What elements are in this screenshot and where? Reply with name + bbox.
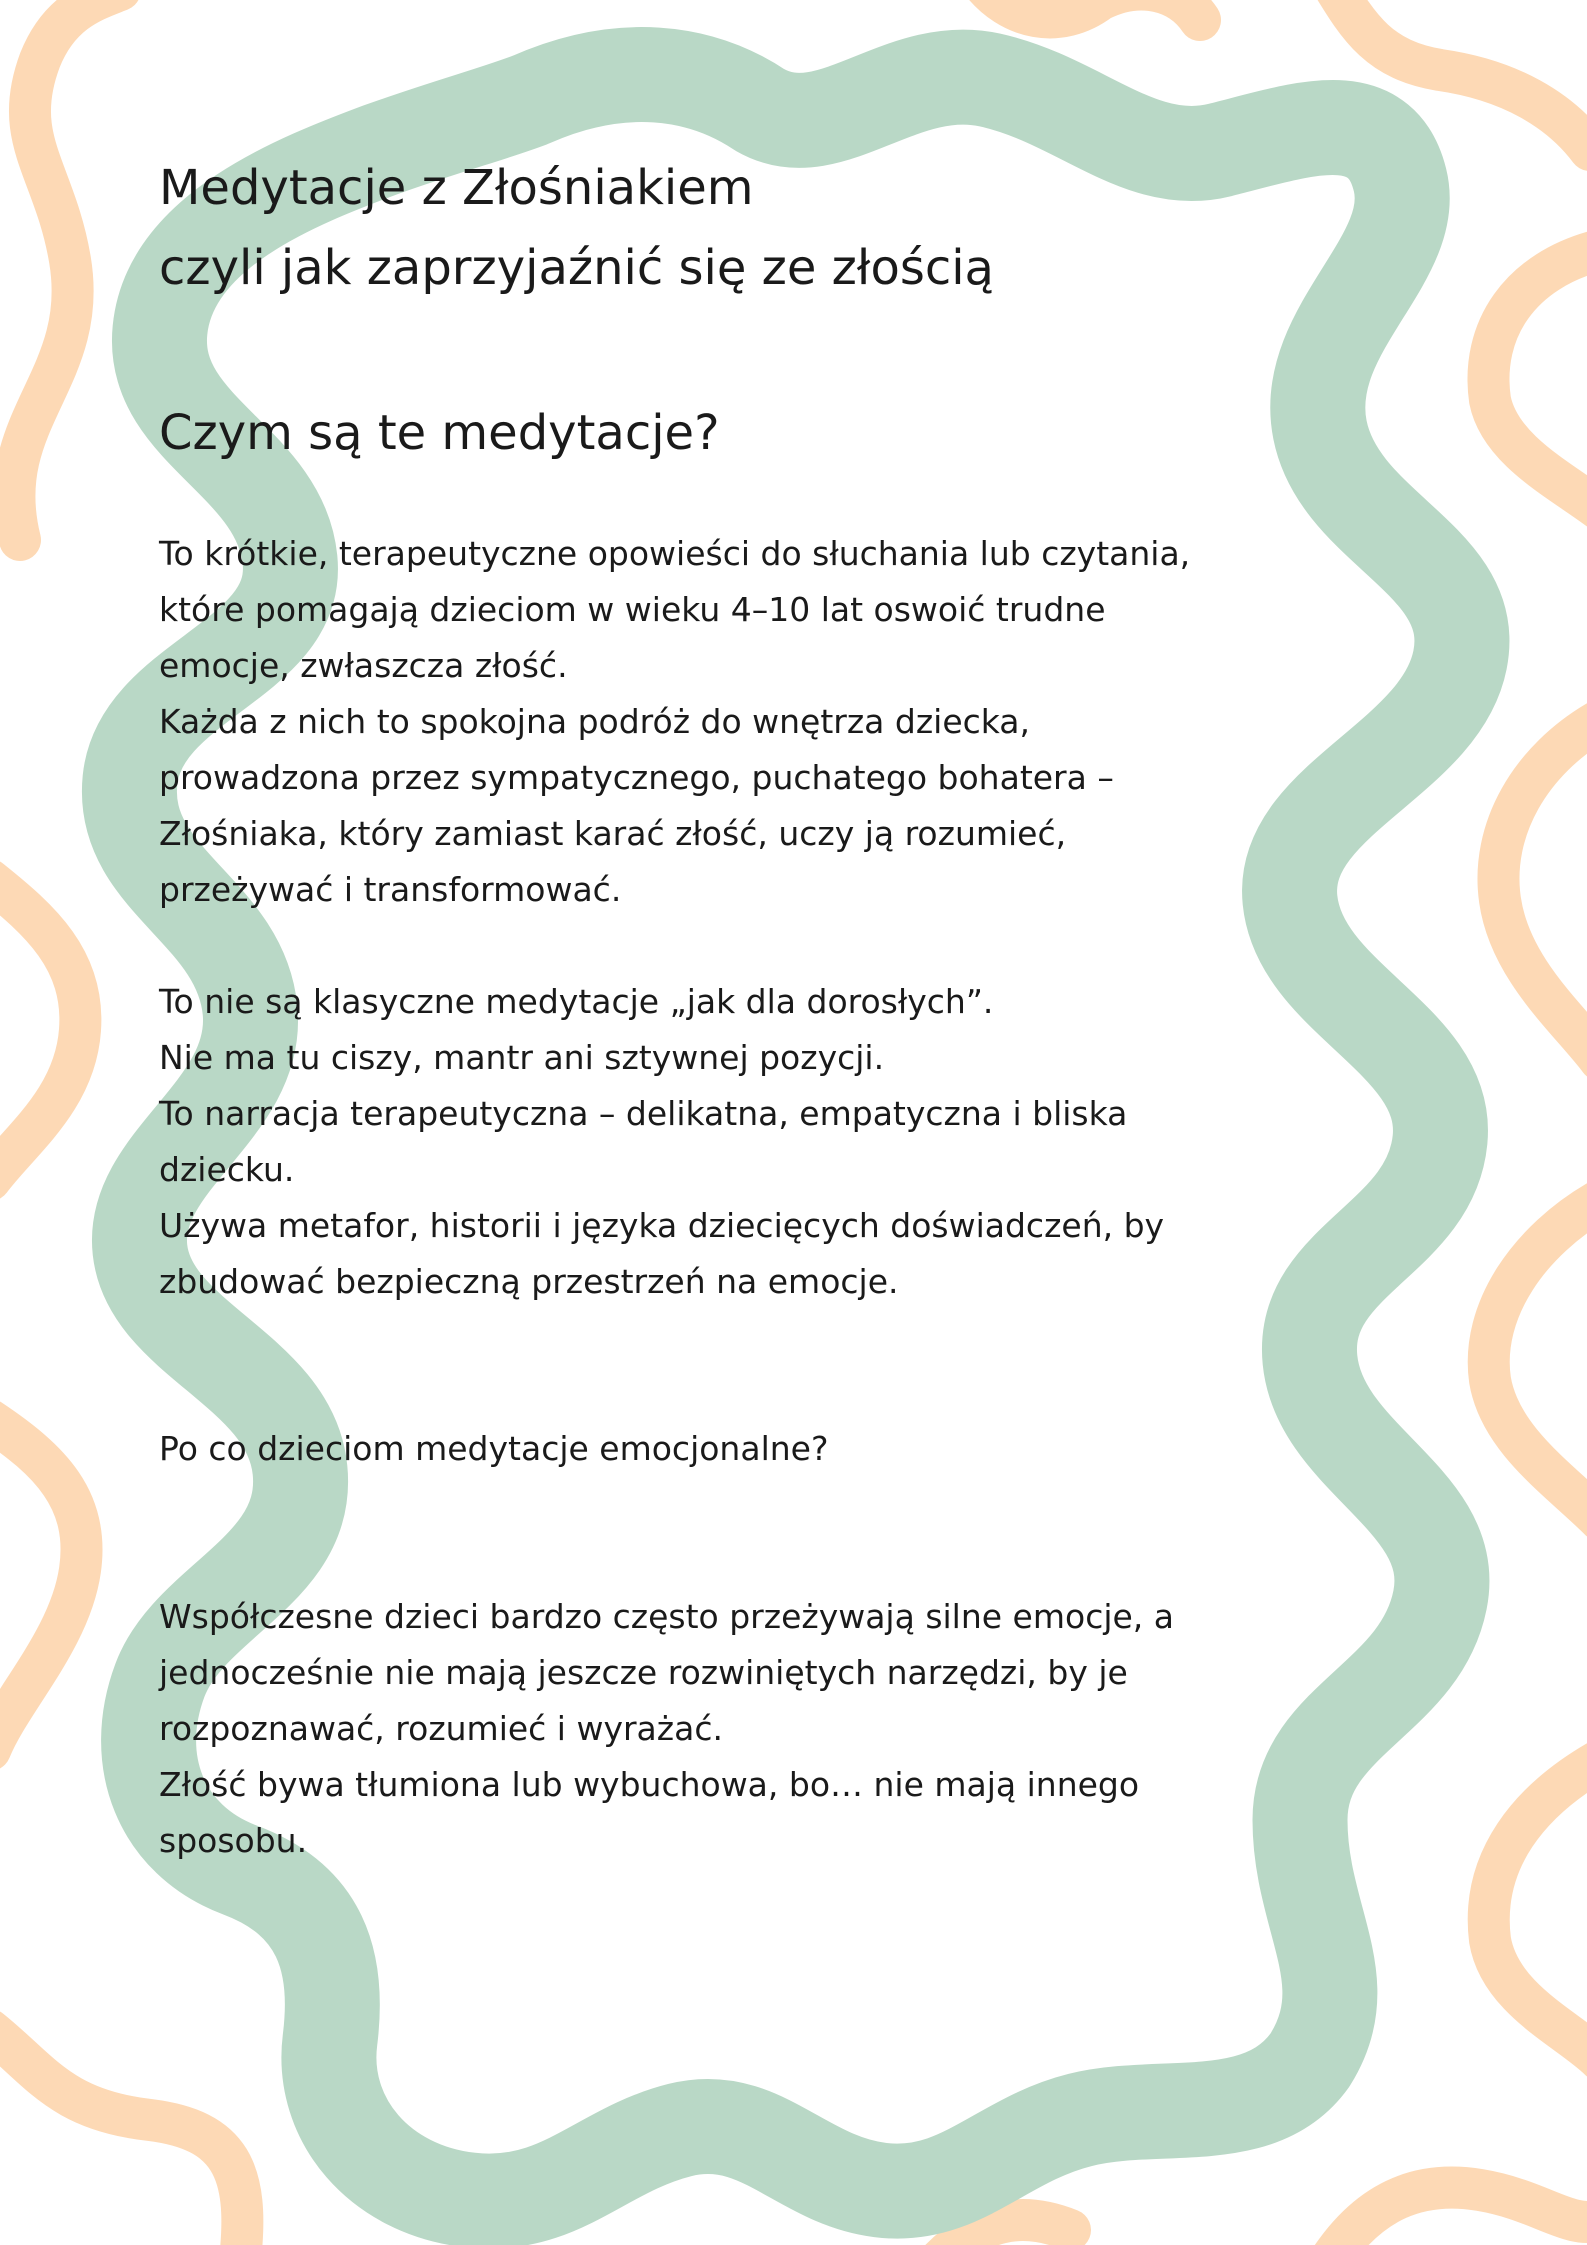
paragraph-2-line: To nie są klasyczne medytacje „jak dla dorosłych”.	[159, 982, 994, 1021]
paragraph-1-line: To krótkie, terapeutyczne opowieści do słuchania lub czytania,	[159, 534, 1191, 573]
orange-wave-bottom-left	[0, 2030, 242, 2245]
orange-wave-top-mid	[980, 0, 1200, 20]
orange-wave-right-1	[1488, 250, 1587, 510]
paragraph-3-line: Współczesne dzieci bardzo często przeżywają silne emocje, a	[159, 1597, 1175, 1636]
paragraph-1-line: emocje, zwłaszcza złość.	[159, 646, 568, 685]
paragraph-3-line: rozpoznawać, rozumieć i wyrażać.	[159, 1709, 723, 1748]
document-title	[159, 148, 1419, 308]
paragraph-1-line: Każda z nich to spokojna podróż do wnętrza dziecka,	[159, 702, 1031, 741]
section-heading: Czym są te medytacje?	[159, 405, 720, 461]
orange-wave-bottom-right	[1330, 2188, 1587, 2245]
orange-wave-right-3	[1489, 1200, 1587, 1520]
paragraph-2	[159, 974, 1164, 1310]
paragraph-3	[159, 1589, 1174, 1869]
paragraph-1-line: które pomagają dzieciom w wieku 4–10 lat oswoić trudne	[159, 590, 1106, 629]
orange-wave-left-2	[0, 1420, 82, 1750]
paragraph-1-line: prowadzona przez sympatycznego, puchatego bohatera –	[159, 758, 1114, 797]
paragraph-3-line: Złość bywa tłumiona lub wybuchowa, bo… nie mają innego	[159, 1765, 1140, 1804]
document-content	[159, 148, 1419, 1860]
paragraph-2-line: To narracja terapeutyczna – delikatna, empatyczna i bliska	[159, 1094, 1128, 1133]
paragraph-2-line: Używa metafor, historii i języka dziecięcych doświadczeń, by	[159, 1206, 1165, 1245]
orange-wave-right-2	[1498, 720, 1587, 1060]
orange-wave-left-1	[0, 880, 80, 1180]
title-line-1: Medytacje z Złośniakiem	[159, 160, 754, 216]
paragraph-2-line: Nie ma tu ciszy, mantr ani sztywnej pozycji.	[159, 1038, 885, 1077]
paragraph-3-line: jednocześnie nie mają jeszcze rozwiniętych narzędzi, by je	[159, 1653, 1128, 1692]
question-heading: Po co dzieciom medytacje emocjonalne?	[159, 1429, 829, 1468]
paragraph-1	[159, 526, 1190, 918]
paragraph-3-line: sposobu.	[159, 1821, 308, 1860]
orange-wave-right-4	[1489, 1760, 1587, 2060]
title-line-2: czyli jak zaprzyjaźnić się ze złością	[159, 240, 994, 296]
orange-wave-top-left	[14, 0, 120, 540]
paragraph-1-line: przeżywać i transformować.	[159, 870, 622, 909]
paragraph-2-line: dziecku.	[159, 1150, 295, 1189]
paragraph-2-line: zbudować bezpieczną przestrzeń na emocje.	[159, 1262, 899, 1301]
paragraph-1-line: Złośniaka, który zamiast karać złość, uczy ją rozumieć,	[159, 814, 1067, 853]
